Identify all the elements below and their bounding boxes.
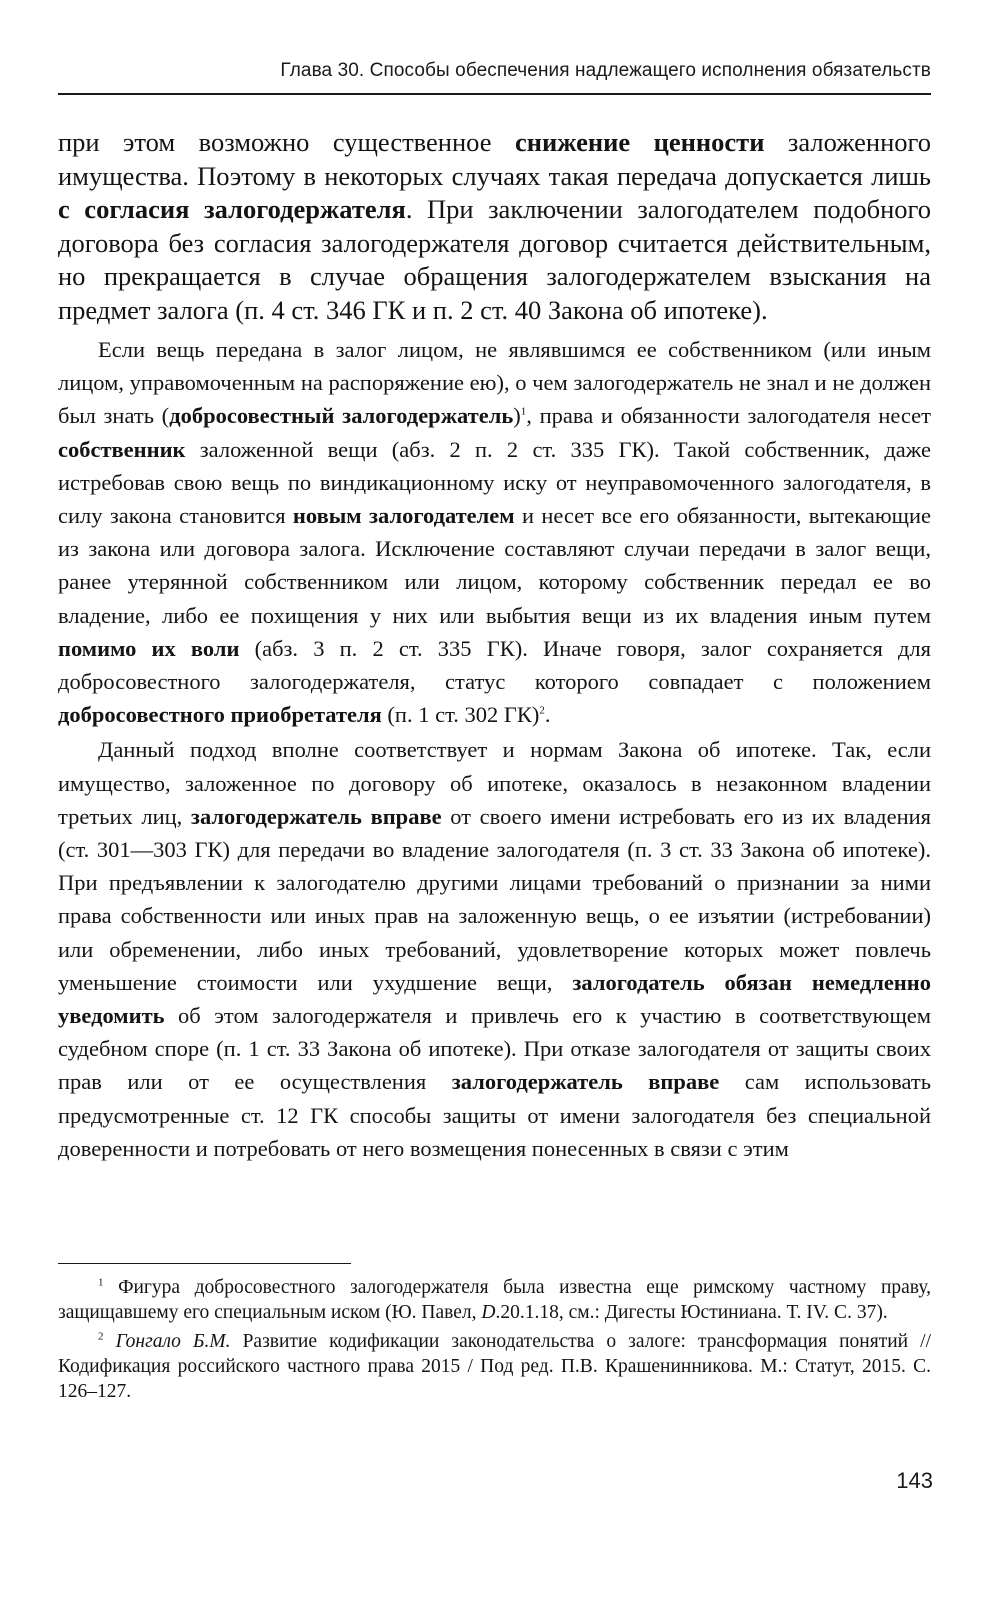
text-span: .: [544, 702, 551, 728]
footnote-ref-1[interactable]: 1: [520, 405, 527, 418]
running-header: Глава 30. Способы обеспечения надлежащего исполнения обязательств: [280, 60, 931, 81]
footnote-mark: 2: [98, 1330, 104, 1343]
text-span: от своего имени истребовать его из их владения (ст. 301—303 ГК) для передачи во владение залогодателя (п. 3 ст. 33 Закона об ипотеке). При предъявлении к залогодателю другими лицами требований о признании за ними права собственности или иных прав на заложенную вещь, о ее изъятии (истребовании) или обременении, либо иных требований, удовлетворение которых может повлечь уменьшение стоимости или ухудшение вещи,: [58, 803, 931, 995]
bold-term: с согласия залогодержателя: [58, 194, 406, 224]
footnote-2: [58, 1329, 931, 1404]
footnote-ref-2[interactable]: 2: [539, 704, 545, 717]
paragraph-1: [58, 126, 931, 327]
footnote-text: Развитие кодификации законодательства о залоге: трансформация понятий // Кодификация российского частного права 2015 / Под ред. П.В. Крашенинникова. М.: Статут, 2015. С. 126–127.: [58, 1331, 932, 1402]
bold-term: собственник: [58, 436, 186, 462]
bold-term: новым залогодателем: [292, 503, 515, 529]
page-body: [58, 126, 931, 1165]
bold-term: залогодержатель вправе: [190, 803, 442, 829]
header-rule: [58, 93, 931, 95]
text-span: при этом возможно существенное: [58, 127, 515, 157]
footnote-separator: [58, 1263, 351, 1264]
footnote-mark: 1: [98, 1276, 104, 1289]
footnote-italic: D: [481, 1302, 496, 1323]
text-span: сам использовать предусмотренные ст. 12 ГК способы защиты от имени залогодателя без специальной доверенности и потребовать от него возмещения понесенных в связи с этим: [58, 1069, 931, 1161]
bold-term: добросовестный залогодержатель: [169, 403, 514, 429]
text-span: и несет все его обязанности, вытекающие из закона или договора залога. Исключение составляют случаи передачи в залог вещи, ранее утерянной собственником или лицом, которому собственник передал ее во владение, либо ее похищения у них или выбытия вещи из их владения иным путем: [58, 503, 931, 628]
paragraph-2: [58, 333, 931, 731]
footnote-text: .20.1.18, см.: Дигесты Юстиниана. Т. IV. С. 37).: [495, 1302, 888, 1323]
text-span: Если вещь передана в залог лицом, не являвшимся ее собственником (или иным лицом, управомоченным на распоряжение ею), о чем залогодержатель не знал и не должен был знать (: [58, 337, 931, 429]
text-span: ): [513, 403, 521, 429]
bold-term: залогодержатель вправе: [451, 1069, 720, 1095]
footnote-1: [58, 1275, 931, 1325]
text-span: заложенного имущества. Поэтому в некоторых случаях такая передача допускается лишь: [58, 127, 931, 191]
bold-term: залогодатель обязан немедленно уведомить: [58, 969, 931, 1029]
page-number: 143: [896, 1468, 933, 1493]
text-span: (абз. 3 п. 2 ст. 335 ГК). Иначе говоря, залог сохраняется для добросовестного залогодержателя, статус которого совпадает с положением: [58, 635, 931, 695]
text-span: об этом залогодержателя и привлечь его к участию в соответствующем судебном споре (п. 1 ст. 33 Закона об ипотеке). При отказе залогодателя от защиты своих прав или от ее осуществления: [58, 1003, 931, 1095]
footnote-text: Фигура добросовестного залогодержателя была известна еще римскому частному праву, защищавшему его специальным иском (Ю. Павел,: [58, 1277, 931, 1323]
text-span: Данный подход вполне соответствует и нормам Закона об ипотеке. Так, если имущество, заложенное по договору об ипотеке, оказалось в незаконном владении третьих лиц,: [58, 737, 931, 829]
footnote-author: Гонгало Б.М.: [115, 1331, 231, 1352]
bold-term: снижение ценности: [514, 127, 765, 157]
bold-term: помимо их воли: [58, 635, 240, 661]
text-span: , права и обязанности залогодателя несет: [526, 403, 931, 429]
text-span: заложенной вещи (абз. 2 п. 2 ст. 335 ГК). Такой собственник, даже истребовав свою вещь по виндикационному иску от неуправомоченного залогодателя, в силу закона становится: [58, 436, 931, 529]
footnotes: [58, 1275, 931, 1408]
text-span: (п. 1 ст. 302 ГК): [381, 702, 540, 728]
text-span: . При заключении залогодателем подобного договора без согласия залогодержателя договор считается действительным, но прекращается в случае обращения залогодержателем взыскания на предмет залога (п. 4 ст. 346 ГК и п. 2 ст. 40 Закона об ипотеке).: [58, 194, 931, 325]
paragraph-3: [58, 733, 931, 1165]
bold-term: добросовестного приобретателя: [58, 702, 382, 728]
